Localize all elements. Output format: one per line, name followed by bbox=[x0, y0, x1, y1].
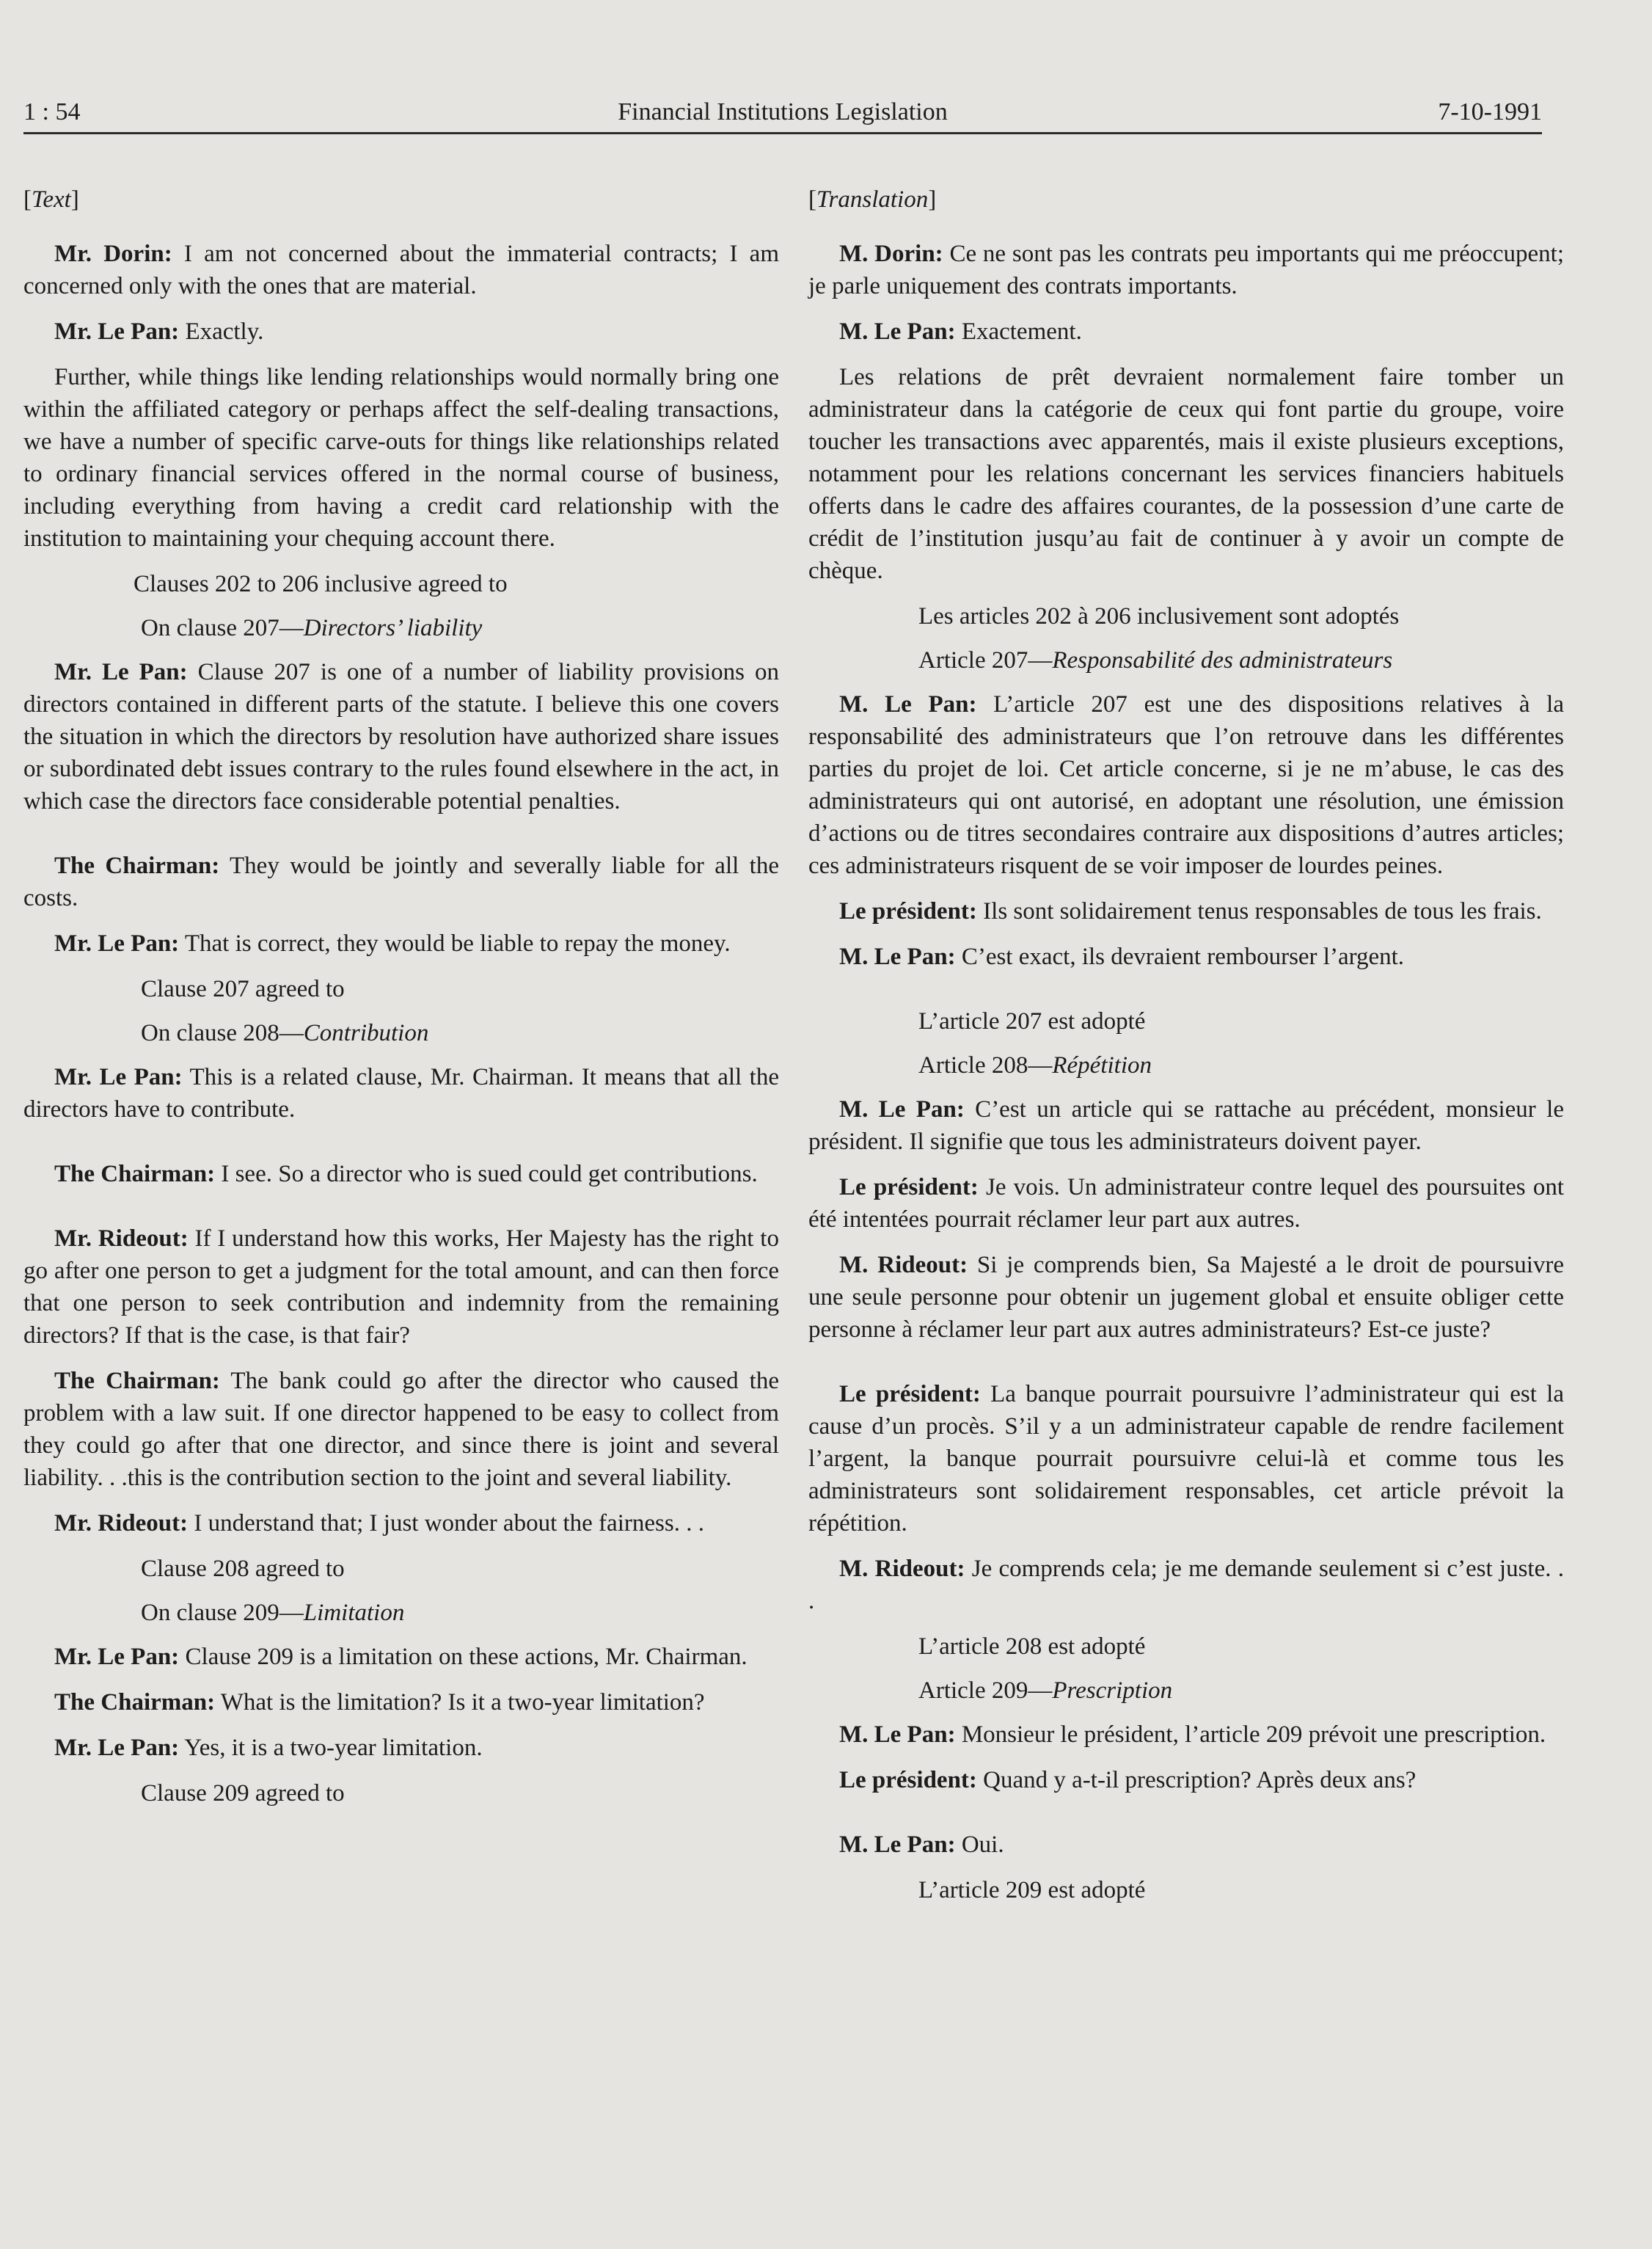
statement-paragraph: Mr. Le Pan: Clause 209 is a limitation on these actions, Mr. Chairman. bbox=[54, 1644, 748, 1670]
statement-paragraph: M. Rideout: Je comprends cela; je me demande seulement si c’est juste. . . bbox=[808, 1556, 1564, 1614]
statement-paragraph: The Chairman: What is the limitation? Is it a two-year limitation? bbox=[54, 1689, 705, 1716]
procedural-note: L’article 208 est adopté bbox=[918, 1633, 1146, 1660]
procedural-note: Clause 209 agreed to bbox=[141, 1780, 345, 1807]
speaker-name: Mr. Rideout: bbox=[54, 1225, 189, 1252]
statement-paragraph: M. Dorin: Ce ne sont pas les contrats peu importants qui me préoccupent; je parle uniquement des contrats importants. bbox=[808, 241, 1565, 299]
speaker-name: Mr. Le Pan: bbox=[54, 1064, 183, 1090]
statement-paragraph: Le président: Quand y a-t-il prescription? Après deux ans? bbox=[839, 1767, 1417, 1793]
issue-date: 7-10-1991 bbox=[1438, 98, 1542, 125]
statement-paragraph: Mr. Le Pan: Exactly. bbox=[54, 318, 264, 345]
speaker-name: The Chairman: bbox=[54, 853, 220, 879]
statement-paragraph: Mr. Dorin: I am not concerned about the immaterial contracts; I am concerned only with the ones that are material. bbox=[23, 241, 779, 299]
running-title: Financial Institutions Legislation bbox=[618, 98, 948, 125]
column-label-text: [Text] bbox=[23, 186, 79, 213]
page-header bbox=[23, 87, 1542, 134]
speaker-name: Le président: bbox=[839, 1174, 979, 1200]
clause-heading: On clause 207—Directors’ liability bbox=[141, 615, 483, 641]
statement-paragraph: The Chairman: The bank could go after the director who caused the problem with a law suit. If one director happened to be easy to collect from they could go after that one director, and since there is joint and several liability. . .this is the contribution section to the joint and several liability. bbox=[23, 1368, 779, 1491]
procedural-note: Clauses 202 to 206 inclusive agreed to bbox=[134, 571, 508, 597]
statement-paragraph: Le président: Je vois. Un administrateur contre lequel des poursuites ont été intentées pourrait réclamer leur part aux autres. bbox=[808, 1174, 1564, 1233]
procedural-note: Clause 208 agreed to bbox=[141, 1556, 345, 1582]
statement-paragraph: M. Le Pan: C’est un article qui se rattache au précédent, monsieur le président. Il signifie que tous les administrateurs doivent payer. bbox=[808, 1096, 1564, 1155]
statement-paragraph: Further, while things like lending relationships would normally bring one within the affiliated category or perhaps affect the self-dealing transactions, we have a number of specific carve-outs for things like relationships related to ordinary financial services offered in the normal course of business, including everything from having a credit card relationship with the institution to maintaining your chequing account there. bbox=[23, 364, 779, 552]
procedural-note: L’article 209 est adopté bbox=[918, 1877, 1146, 1903]
statement-paragraph: Le président: Ils sont solidairement tenus responsables de tous les frais. bbox=[839, 898, 1542, 925]
statement-paragraph: The Chairman: I see. So a director who is sued could get contributions. bbox=[54, 1161, 758, 1187]
statement-paragraph: Les relations de prêt devraient normalement faire tomber un administrateur dans la catégorie de ceux qui font partie du groupe, voire toucher les transactions avec apparentés, mais il existe plusieurs exceptions, notamment pour les relations concernant les services financiers habituels offerts dans le cadre des affaires courantes, de la possession d’une carte de crédit de l’institution jusqu’au fait de continuer à y avoir un compte de chèque. bbox=[808, 364, 1564, 584]
statement-paragraph: M. Le Pan: Exactement. bbox=[839, 318, 1082, 345]
english-text-column bbox=[23, 183, 779, 1821]
clause-heading: On clause 209—Limitation bbox=[141, 1600, 405, 1626]
french-translation-column bbox=[808, 183, 1564, 1918]
statement-paragraph: Mr. Le Pan: Clause 207 is one of a number of liability provisions on directors contained in different parts of the statute. I believe this one covers the situation in which the directors by resolution have authorized share issues or subordinated debt issues contrary to the rules found elsewhere in the act, in which case the directors face considerable potential penalties. bbox=[23, 659, 779, 814]
speaker-name: M. Rideout: bbox=[839, 1252, 968, 1278]
speaker-name: M. Le Pan: bbox=[839, 1721, 956, 1748]
speaker-name: Mr. Le Pan: bbox=[54, 1735, 180, 1761]
statement-paragraph: Le président: La banque pourrait poursuivre l’administrateur qui est la cause d’un procès. S’il y a un administrateur capable de rendre facilement l’argent, la banque pourrait poursuivre celui-là et comme tous les administrateurs sont solidairement responsables, cet article prévoit la répétition. bbox=[808, 1381, 1564, 1537]
clause-heading: Article 207—Responsabilité des administrateurs bbox=[918, 647, 1393, 674]
speaker-name: M. Le Pan: bbox=[839, 1096, 965, 1123]
statement-paragraph: M. Le Pan: L’article 207 est une des dispositions relatives à la responsabilité des administrateurs que l’on retrouve dans les différentes parties du projet de loi. Cet article concerne, si je ne m’abuse, le cas des administrateurs qui ont autorisé, en adoptant une résolution, une émission d’actions ou de titres secondaires contraire aux dispositions d’autres articles; ces administrateurs risquent de se voir imposer de lourdes peines. bbox=[808, 691, 1564, 879]
speaker-name: Le président: bbox=[839, 1767, 977, 1793]
statement-paragraph: Mr. Le Pan: This is a related clause, Mr. Chairman. It means that all the directors have to contribute. bbox=[23, 1064, 779, 1123]
speaker-name: Mr. Le Pan: bbox=[54, 318, 180, 345]
speaker-name: M. Rideout: bbox=[839, 1556, 965, 1582]
speaker-name: M. Dorin: bbox=[839, 241, 943, 267]
page-number: 1 : 54 bbox=[23, 98, 81, 125]
statement-paragraph: M. Le Pan: Monsieur le président, l’article 209 prévoit une prescription. bbox=[839, 1721, 1546, 1748]
clause-heading: On clause 208—Contribution bbox=[141, 1020, 429, 1046]
statement-paragraph: Mr. Le Pan: Yes, it is a two-year limitation. bbox=[54, 1735, 483, 1761]
speaker-name: Le président: bbox=[839, 1381, 981, 1407]
speaker-name: M. Le Pan: bbox=[839, 944, 956, 970]
speaker-name: Mr. Le Pan: bbox=[54, 1644, 180, 1670]
speaker-name: Mr. Le Pan: bbox=[54, 930, 180, 957]
speaker-name: Mr. Dorin: bbox=[54, 241, 172, 267]
statement-paragraph: The Chairman: They would be jointly and severally liable for all the costs. bbox=[23, 853, 779, 911]
speaker-name: Mr. Rideout: bbox=[54, 1510, 189, 1537]
statement-paragraph: M. Le Pan: Oui. bbox=[839, 1831, 1004, 1858]
statement-paragraph: Mr. Rideout: I understand that; I just wonder about the fairness. . . bbox=[54, 1510, 704, 1537]
statement-paragraph: M. Rideout: Si je comprends bien, Sa Majesté a le droit de poursuivre une seule personne pour obtenir un jugement global et ensuite obliger cette personne à réclamer leur part aux autres administrateurs? Est-ce juste? bbox=[808, 1252, 1565, 1343]
statement-paragraph: Mr. Le Pan: That is correct, they would be liable to repay the money. bbox=[54, 930, 731, 957]
column-label-translation: [Translation] bbox=[808, 186, 937, 213]
statement-paragraph: M. Le Pan: C’est exact, ils devraient rembourser l’argent. bbox=[839, 944, 1405, 970]
procedural-note: Clause 207 agreed to bbox=[141, 976, 345, 1002]
speaker-name: M. Le Pan: bbox=[839, 1831, 956, 1858]
speaker-name: M. Le Pan: bbox=[839, 691, 977, 718]
speaker-name: M. Le Pan: bbox=[839, 318, 956, 345]
procedural-note: L’article 207 est adopté bbox=[918, 1008, 1146, 1035]
statement-paragraph: Mr. Rideout: If I understand how this works, Her Majesty has the right to go after one person to get a judgment for the total amount, and can then force that one person to seek contribution and indemnity from the remaining directors? If that is the case, is that fair? bbox=[23, 1225, 779, 1349]
clause-heading: Article 208—Répétition bbox=[918, 1052, 1152, 1079]
speaker-name: The Chairman: bbox=[54, 1689, 216, 1716]
speaker-name: The Chairman: bbox=[54, 1368, 220, 1394]
clause-heading: Article 209—Prescription bbox=[918, 1677, 1173, 1704]
procedural-note: Les articles 202 à 206 inclusivement sont adoptés bbox=[918, 603, 1400, 630]
speaker-name: Mr. Le Pan: bbox=[54, 659, 188, 685]
speaker-name: The Chairman: bbox=[54, 1161, 216, 1187]
speaker-name: Le président: bbox=[839, 898, 977, 925]
